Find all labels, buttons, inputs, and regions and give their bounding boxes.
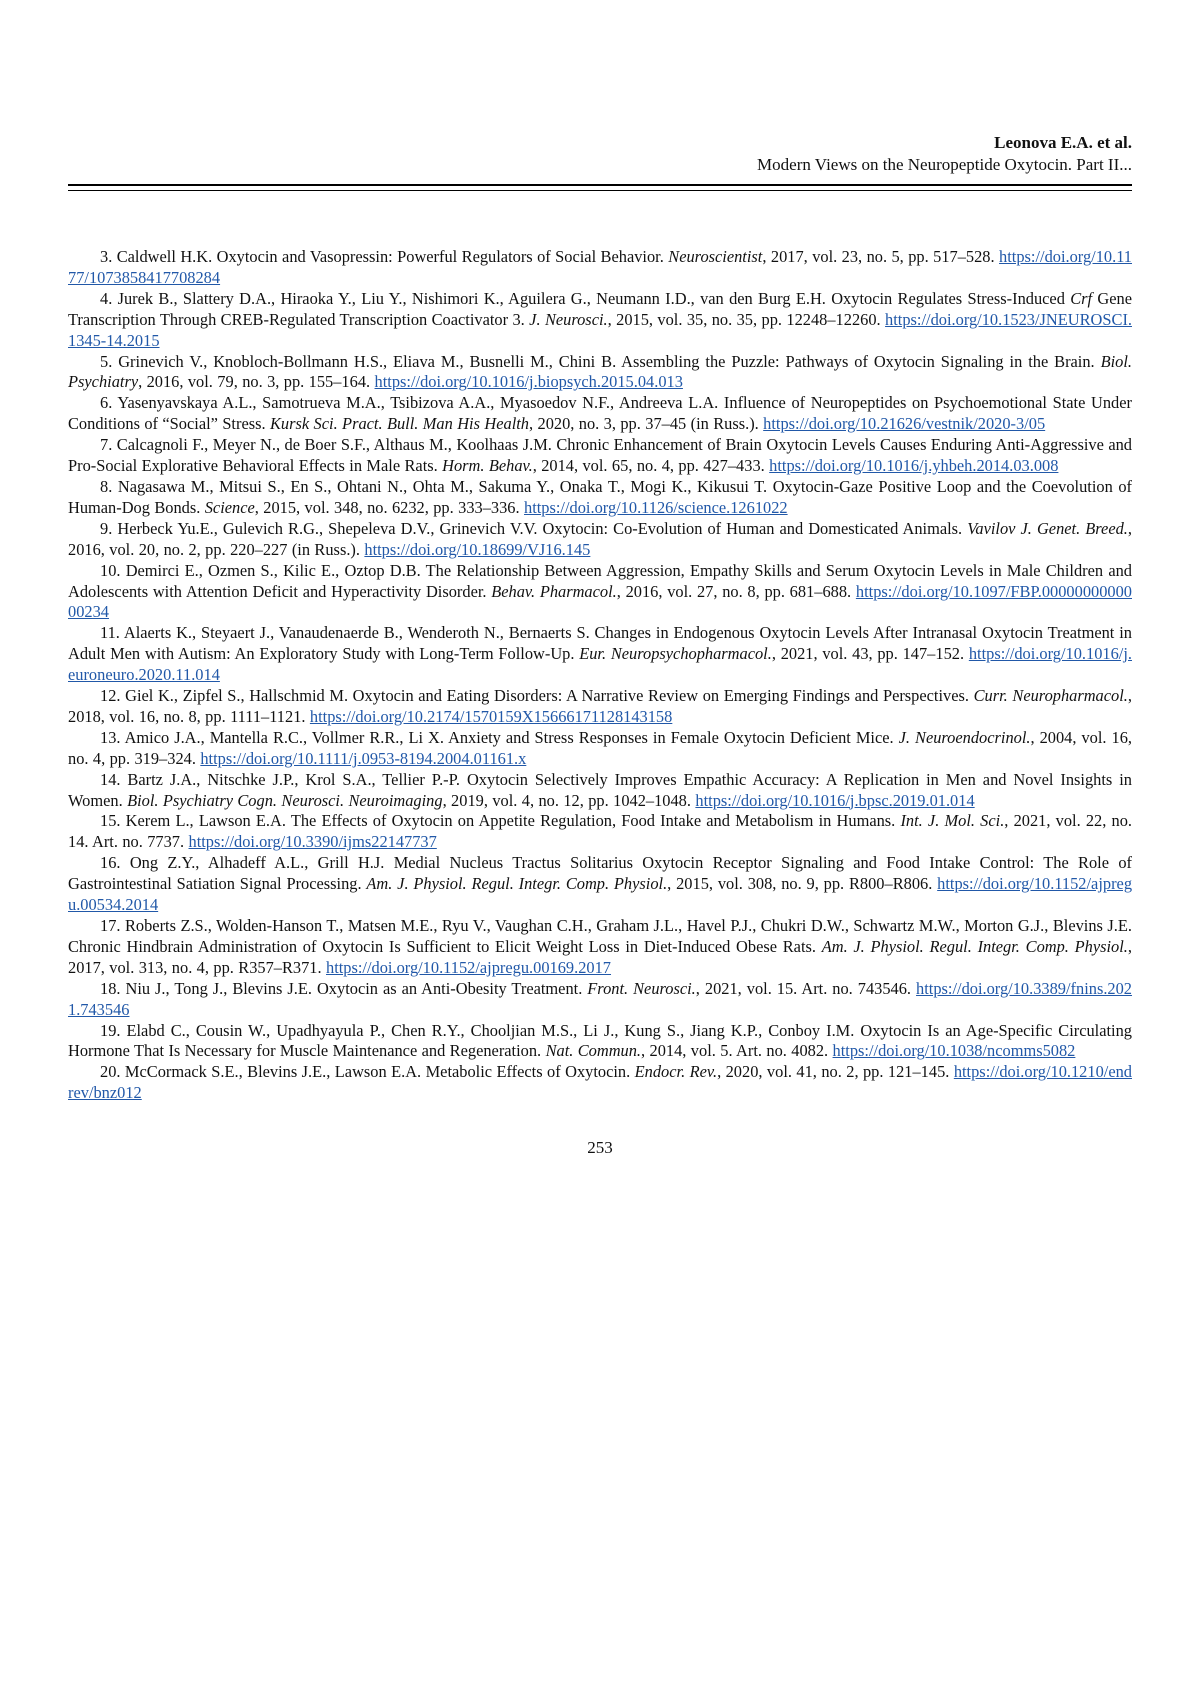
doi-link[interactable]: https://doi.org/10.1016/j.bpsc.2019.01.014 xyxy=(695,790,975,810)
reference-text: , 2016, vol. 27, no. 8, pp. 681–688. xyxy=(616,581,856,601)
doi-link[interactable]: https://doi.org/10.1152/ajpregu.00169.2017 xyxy=(326,957,612,977)
italic-text: J. Neuroendocrinol. xyxy=(898,727,1031,747)
italic-text: J. Neurosci. xyxy=(529,309,608,329)
reference-text: , 2015, vol. 35, no. 35, pp. 12248–12260. xyxy=(607,309,886,329)
header-divider xyxy=(68,184,1132,191)
doi-link[interactable]: https://doi.org/10.1111/j.0953-8194.2004.01161.x xyxy=(200,748,527,768)
reference-text: , 2015, vol. 308, no. 9, pp. R800–R806. xyxy=(667,874,938,894)
reference-item xyxy=(68,623,1132,686)
doi-link[interactable]: https://doi.org/10.18699/VJ16.145 xyxy=(364,539,591,559)
running-head-title: Modern Views on the Neuropeptide Oxytocin. Part II... xyxy=(757,155,1132,174)
reference-item xyxy=(68,435,1132,477)
reference-text: 6. Yasenyavskaya A.L., Samotrueva M.A., Tsibizova A.A., Myasoedov N.F., Andreeva L.A. Influence of Neuropeptides on Psychoemotional State Under Conditions of “Social” Stress. xyxy=(68,393,1132,434)
reference-item xyxy=(68,979,1132,1021)
reference-text: 12. Giel K., Zipfel S., Hallschmid M. Oxytocin and Eating Disorders: A Narrative Review on Emerging Findings and Perspectives. xyxy=(100,686,974,706)
reference-text: 16. Ong Z.Y., Alhadeff A.L., Grill H.J. Medial Nucleus Tractus Solitarius Oxytocin Receptor Signaling and Food Intake Control: The Role of Gastrointestinal Satiation Signal Processing. xyxy=(68,853,1132,894)
reference-text: 20. McCormack S.E., Blevins J.E., Lawson E.A. Metabolic Effects of Oxytocin. xyxy=(100,1062,635,1082)
italic-text: Am. J. Physiol. Regul. Integr. Comp. Physiol. xyxy=(366,874,668,894)
reference-text: , 2014, vol. 5. Art. no. 4082. xyxy=(641,1041,833,1061)
reference-text: , 2019, vol. 4, no. 12, pp. 1042–1048. xyxy=(442,790,696,810)
doi-link[interactable]: https://doi.org/10.1016/j.biopsych.2015.04.013 xyxy=(374,372,683,392)
reference-item xyxy=(68,393,1132,435)
reference-item xyxy=(68,728,1132,770)
reference-text: , 2020, vol. 41, no. 2, pp. 121–145. xyxy=(717,1062,954,1082)
reference-text: , 2004, vol. 16, no. 4, pp. 319–324. xyxy=(68,727,1133,768)
reference-text: 14. Bartz J.A., Nitschke J.P., Krol S.A., Tellier P.-P. Oxytocin Selectively Improves Empathic Accuracy: A Replication in Men and Novel Insights in Women. xyxy=(68,769,1132,810)
doi-link[interactable]: https://doi.org/10.1152/ajpregu.00534.2014 xyxy=(68,874,1133,915)
reference-text: 3. Caldwell H.K. Oxytocin and Vasopressin: Powerful Regulators of Social Behavior. xyxy=(100,247,669,266)
doi-link[interactable]: https://doi.org/10.3390/ijms22147737 xyxy=(188,832,437,852)
reference-text: 15. Kerem L., Lawson E.A. The Effects of Oxytocin on Appetite Regulation, Food Intake and Metabolism in Humans. xyxy=(100,811,901,831)
italic-text: Behav. Pharmacol. xyxy=(491,581,617,601)
italic-text: Biol. Psychiatry Cogn. Neurosci. Neuroimaging xyxy=(127,790,443,810)
italic-text: Curr. Neuropharmacol. xyxy=(973,686,1128,706)
doi-link[interactable]: https://doi.org/10.1038/ncomms5082 xyxy=(832,1041,1076,1061)
reference-text: 8. Nagasawa M., Mitsui S., En S., Ohtani N., Ohta M., Sakuma Y., Onaka T., Mogi K., Kikusui T. Oxytocin-Gaze Positive Loop and the Coevolution of Human-Dog Bonds. xyxy=(68,476,1132,517)
reference-text: 11. Alaerts K., Steyaert J., Vanaudenaerde B., Wenderoth N., Bernaerts S. Changes in Endogenous Oxytocin Levels After Intranasal Oxytocin Treatment in Adult Men with Autism: An Exploratory Study with Long-Term Follow-Up. xyxy=(68,623,1132,664)
reference-item xyxy=(68,1062,1132,1104)
italic-text: Horm. Behav. xyxy=(442,456,533,476)
doi-link[interactable]: https://doi.org/10.1016/j.yhbeh.2014.03.008 xyxy=(769,456,1059,476)
reference-text: , 2018, vol. 16, no. 8, pp. 1111–1121. xyxy=(68,686,1132,726)
reference-text: , 2017, vol. 23, no. 5, pp. 517–528. xyxy=(762,247,1000,266)
reference-text: , 2021, vol. 15. Art. no. 743546. xyxy=(695,978,917,998)
reference-item xyxy=(68,561,1132,624)
italic-text: Science xyxy=(204,497,255,517)
reference-text: 4. Jurek B., Slattery D.A., Hiraoka Y., Liu Y., Nishimori K., Aguilera G., Neumann I.D., van den Burg E.H. Oxytocin Regulates Stress-Induced xyxy=(100,288,1071,308)
reference-text: , 2014, vol. 65, no. 4, pp. 427–433. xyxy=(532,456,770,476)
reference-item xyxy=(68,770,1132,812)
page-number: 253 xyxy=(587,1138,613,1158)
reference-item xyxy=(68,1021,1132,1063)
doi-link[interactable]: https://doi.org/10.3389/fnins.2021.743546 xyxy=(68,978,1133,1019)
reference-item xyxy=(68,477,1132,519)
doi-link[interactable]: https://doi.org/10.1210/endrev/bnz012 xyxy=(68,1062,1132,1103)
reference-text: 19. Elabd C., Cousin W., Upadhyayula P., Chen R.Y., Chooljian M.S., Li J., Kung S., Jiang K.P., Conboy I.M. Oxytocin Is an Age-Specific Circulating Hormone That Is Necessary for Muscle Maintenance and Regeneration. xyxy=(68,1020,1132,1061)
italic-text: Int. J. Mol. Sci. xyxy=(900,811,1005,831)
reference-item xyxy=(68,519,1132,561)
reference-text: , 2017, vol. 313, no. 4, pp. R357–R371. xyxy=(68,936,1132,977)
italic-text: Vavilov J. Genet. Breed. xyxy=(967,518,1128,538)
reference-item xyxy=(68,686,1132,728)
reference-text: , 2016, vol. 20, no. 2, pp. 220–227 (in Russ.). xyxy=(68,518,1132,559)
reference-text: 13. Amico J.A., Mantella R.C., Vollmer R.R., Li X. Anxiety and Stress Responses in Female Oxytocin Deficient Mice. xyxy=(100,727,899,747)
reference-text: , 2016, vol. 79, no. 3, pp. 155–164. xyxy=(138,372,375,392)
running-head-authors: Leonova E.A. et al. xyxy=(994,133,1132,152)
reference-item xyxy=(68,916,1132,979)
reference-text: , 2020, no. 3, pp. 37–45 (in Russ.). xyxy=(529,414,764,434)
reference-text: , 2015, vol. 348, no. 6232, pp. 333–336. xyxy=(254,497,524,517)
reference-item xyxy=(68,853,1132,916)
reference-text: , 2021, vol. 43, pp. 147–152. xyxy=(771,644,969,664)
reference-item xyxy=(68,352,1132,394)
italic-text: Crf xyxy=(1070,288,1093,308)
reference-text: , 2021, vol. 22, no. 14. Art. no. 7737. xyxy=(68,811,1133,852)
italic-text: Front. Neurosci. xyxy=(587,978,696,998)
doi-link[interactable]: https://doi.org/10.1126/science.1261022 xyxy=(524,497,788,517)
reference-text: 9. Herbeck Yu.E., Gulevich R.G., Shepeleva D.V., Grinevich V.V. Oxytocin: Co-Evolution of Human and Domesticated Animals. xyxy=(100,518,968,538)
doi-link[interactable]: https://doi.org/10.1016/j.euroneuro.2020.11.014 xyxy=(68,644,1132,685)
italic-text: Biol. Psychiatry xyxy=(68,351,1132,392)
italic-text: Am. J. Physiol. Regul. Integr. Comp. Physiol. xyxy=(821,936,1128,956)
reference-text: 17. Roberts Z.S., Wolden-Hanson T., Matsen M.E., Ryu V., Vaughan C.H., Graham J.L., Havel P.J., Chukri D.W., Schwartz M.W., Morton G.J., Blevins J.E. Chronic Hindbrain Administration of Oxytocin Is Sufficient to Elicit Weight Loss in Diet-Induced Obese Rats. xyxy=(68,916,1132,956)
page-footer xyxy=(68,1138,1132,1158)
reference-text: 18. Niu J., Tong J., Blevins J.E. Oxytocin as an Anti-Obesity Treatment. xyxy=(100,978,588,998)
reference-item xyxy=(68,247,1132,289)
references-list xyxy=(68,247,1132,1104)
italic-text: Nat. Commun. xyxy=(545,1041,642,1061)
italic-text: Endocr. Rev. xyxy=(634,1062,718,1082)
doi-link[interactable]: https://doi.org/10.21626/vestnik/2020-3/05 xyxy=(763,414,1046,434)
doi-link[interactable]: https://doi.org/10.2174/1570159X15666171128143158 xyxy=(309,706,673,726)
italic-text: Kursk Sci. Pract. Bull. Man His Health xyxy=(269,414,530,434)
reference-text: Gene Transcription Through CREB-Regulated Transcription Coactivator 3. xyxy=(68,288,1132,329)
doi-link[interactable]: https://doi.org/10.1097/FBP.0000000000000234 xyxy=(68,581,1132,622)
reference-item xyxy=(68,289,1132,352)
italic-text: Eur. Neuropsychopharmacol. xyxy=(579,644,772,664)
page-header xyxy=(68,132,1132,176)
reference-item xyxy=(68,811,1132,853)
reference-text: 5. Grinevich V., Knobloch-Bollmann H.S., Eliava M., Busnelli M., Chini B. Assembling the Puzzle: Pathways of Oxytocin Signaling in the Brain. xyxy=(100,351,1101,371)
italic-text: Neuroscientist xyxy=(668,247,763,266)
reference-text: 7. Calcagnoli F., Meyer N., de Boer S.F., Althaus M., Koolhaas J.M. Chronic Enhancement of Brain Oxytocin Levels Causes Enduring Anti-Aggressive and Pro-Social Explorative Behavioral Effects in Male Rats. xyxy=(68,435,1132,476)
doi-link[interactable]: https://doi.org/10.1177/1073858417708284 xyxy=(68,247,1132,287)
reference-text: 10. Demirci E., Ozmen S., Kilic E., Oztop D.B. The Relationship Between Aggression, Empathy Skills and Serum Oxytocin Levels in Male Children and Adolescents with Attention Deficit and Hyperactivity Disorder. xyxy=(68,560,1132,601)
doi-link[interactable]: https://doi.org/10.1523/JNEUROSCI.1345-14.2015 xyxy=(68,309,1132,350)
